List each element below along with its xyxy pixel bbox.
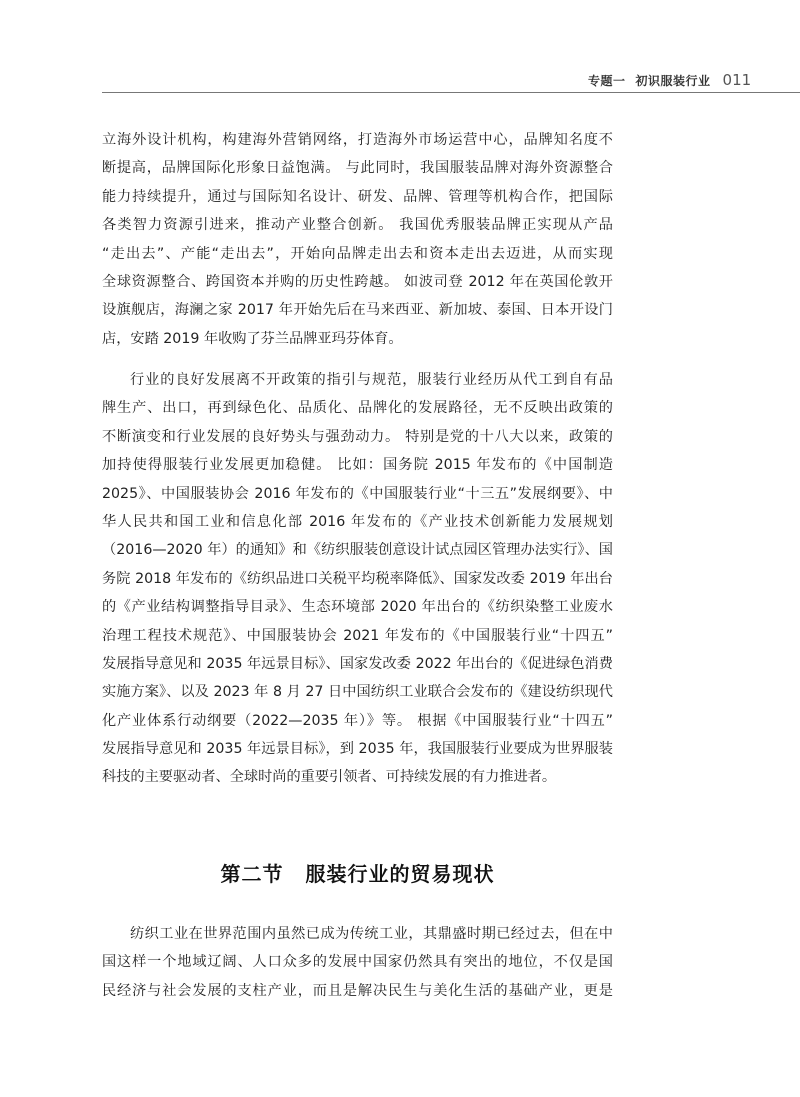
text-line: 治理工程技术规范》、中国服装协会 2021 年发布的《中国服装行业“十四五” [102,627,613,644]
text-line: 立海外设计机构，构建海外营销网络，打造海外市场运营中心，品牌知名度不 [102,132,613,148]
header-rule [102,92,800,93]
paragraph-2 [102,366,613,792]
text-line: 加持使得服装行业发展更加稳健。 比如：国务院 2015 年发布的《中国制造 [102,457,613,474]
text-line: 纺织工业在世界范围内虽然已成为传统工业，其鼎盛时期已经过去，但在中 [130,926,613,942]
section-heading [0,858,715,887]
section-number: 第二节 [220,862,284,886]
text-line: 科技的主要驱动者、全球时尚的重要引领者、可持续发展的有力推进者。 [102,769,557,786]
text-line: 断提高，品牌国际化形象日益饱满。 与此同时，我国服装品牌对海外资源整合 [102,160,613,177]
page-number: 011 [722,71,752,89]
text-line: 发展指导意见和 2035 年远景目标》、国家发改委 2022 年出台的《促进绿色消费 [102,655,613,672]
text-line: 2025》、中国服装协会 2016 年发布的《中国服装行业“十三五”发展纲要》、中 [102,485,613,502]
text-line: 行业的良好发展离不开政策的指引与规范，服装行业经历从代工到自有品 [130,372,613,388]
text-line: 不断演变和行业发展的良好势头与强劲动力。 特别是党的十八大以来，政策的 [102,428,613,445]
text-line: 华人民共和国工业和信息化部 2016 年发布的《产业技术创新能力发展规划 [102,513,613,530]
text-line: 的《产业结构调整指导目录》、生态环境部 2020 年出台的《纺织染整工业废水 [102,599,613,616]
text-line: 牌生产、出口，再到绿色化、品质化、品牌化的发展路径，无不反映出政策的 [102,400,613,417]
text-line: 实施方案》、以及 2023 年 8 月 27 日中国纺织工业联合会发布的《建设纺织现代 [102,684,613,701]
running-header [588,68,751,92]
text-line: 国这样一个地域辽阔、人口众多的发展中国家仍然具有突出的地位，不仅是国 [102,954,613,971]
text-line: “走出去”、产能“走出去”，开始向品牌走出去和资本走出去迈进，从而实现 [102,245,613,262]
header-title: 初识服装行业 [635,73,711,88]
text-line: 能力持续提升，通过与国际知名设计、研发、品牌、管理等机构合作，把国际 [102,188,613,205]
paragraph-1 [102,126,613,353]
text-line: 店，安踏 2019 年收购了芬兰品牌亚玛芬体育。 [102,330,403,347]
header-chapter: 专题一 [588,73,626,88]
text-line: 设旗舰店，海澜之家 2017 年开始先后在马来西亚、新加坡、泰国、日本开设门 [102,302,613,319]
text-line: 全球资源整合、跨国资本并购的历史性跨越。 如波司登 2012 年在英国伦敦开 [102,273,613,290]
text-line: 务院 2018 年发布的《纺织品进口关税平均税率降低》、国家发改委 2019 年出台 [102,570,613,587]
paragraph-3 [102,920,613,1005]
text-line: 发展指导意见和 2035 年远景目标》，到 2035 年，我国服装行业要成为世界服装 [102,741,613,758]
text-line: 化产业体系行动纲要（2022—2035 年）》等。 根据《中国服装行业“十四五” [102,712,613,729]
text-line: 各类智力资源引进来，推动产业整合创新。 我国优秀服装品牌正实现从产品 [102,217,613,234]
text-line: 民经济与社会发展的支柱产业，而且是解决民生与美化生活的基础产业，更是 [102,982,613,999]
text-line: （2016—2020 年）的通知》和《纺织服装创意设计试点园区管理办法实行》、国 [102,542,613,559]
section-title: 服装行业的贸易现状 [305,862,495,886]
